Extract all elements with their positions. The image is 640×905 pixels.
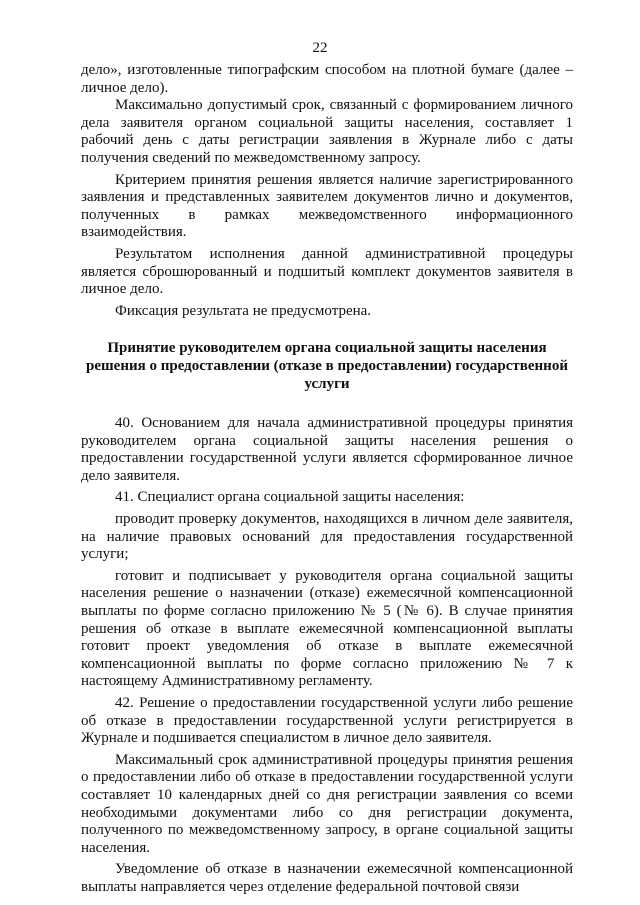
page-content (81, 62, 573, 901)
paragraph: Максимально допустимый срок, связанный с формированием личного дела заявителя органом социальной защиты населения, составляет 1 рабочий день с даты регистрации заявления в Журнале либо с даты получения сведений по межведомственному запросу. (81, 97, 573, 166)
paragraph: дело», изготовленные типографским способом на плотной бумаге (далее – личное дело). (81, 62, 573, 96)
paragraph: готовит и подписывает у руководителя органа социальной защиты населения решение о назначении (отказе) ежемесячной компенсационной выплаты по форме согласно приложению № 5 (№ 6). В случае принятия решения об отказе в выплате ежемесячной компенсационной выплаты готовит проект уведомления об отказе в выплате ежемесячной компенсационной выплаты по форме согласно приложению № 7 к настоящему Административному регламенту. (81, 567, 573, 690)
paragraph: 41. Специалист органа социальной защиты населения: (115, 489, 465, 506)
heading-line: решения о предоставлении (отказе в предоставлении) государственной (86, 357, 568, 374)
paragraph: 40. Основанием для начала административной процедуры принятия руководителем органа социальной защиты населения решения о предоставлении государственной услуги является сформированное личное дело заявителя. (81, 415, 573, 484)
paragraph: Результатом исполнения данной административной процедуры является сброшюрованный и подшитый комплект документов заявителя в личное дело. (81, 245, 573, 298)
paragraph: Критерием принятия решения является наличие зарегистрированного заявления и представленных заявителем документов лично и документов, полученных в рамках межведомственного информационного взаимодействия. (81, 171, 573, 241)
heading-line: услуги (304, 375, 350, 392)
paragraph: проводит проверку документов, находящихся в личном деле заявителя, на наличие правовых оснований для предоставления государственной услуги; (81, 511, 573, 563)
paragraph: Уведомление об отказе в назначении ежемесячной компенсационной выплаты направляется через отделение федеральной почтовой связи (81, 861, 573, 895)
paragraph: Максимальный срок административной процедуры принятия решения о предоставлении либо об отказе в предоставлении государственной услуги составляет 10 календарных дней со дня регистрации заявления со всеми необходимыми документами либо со дня регистрации документа, полученного по межведомственному запросу, в органе социальной защиты населения. (81, 751, 573, 856)
paragraph: Фиксация результата не предусмотрена. (115, 302, 372, 319)
heading-line: Принятие руководителем органа социальной защиты населения (107, 340, 547, 357)
page-number: 22 (312, 40, 328, 56)
paragraph: 42. Решение о предоставлении государственной услуги либо решение об отказе в предоставлении государственной услуги регистрируется в Журнале и подшивается специалистом в личное дело заявителя. (81, 695, 573, 747)
section-heading (81, 340, 573, 393)
